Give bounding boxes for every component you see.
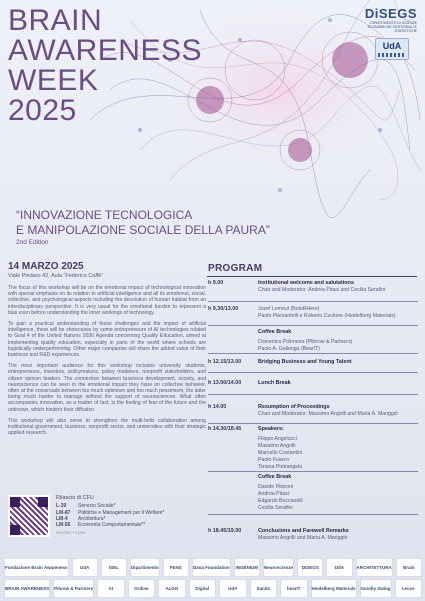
edition-label: 2nd Edition: [16, 239, 49, 246]
disegs-logo-name: DiSEGS: [364, 6, 417, 21]
subtitle-line-2: E MANIPOLAZIONE SOCIALE DELLA PAURA”: [16, 223, 270, 237]
entry-detail: Marcello Costantini: [258, 450, 303, 456]
cfu-heading: Rilascio di CFU: [56, 495, 94, 501]
qr-code-icon: [10, 497, 48, 535]
subtitle-line-1: “INNOVAZIONE TECNOLOGICA: [16, 208, 193, 222]
cfu-code: LM-87: [56, 509, 71, 516]
partner-logo-row: [4, 579, 422, 598]
partner-logo: Dipartimento: [130, 558, 160, 577]
title-line-4: 2025: [8, 94, 77, 127]
partner-logo: Heidelberg Materials: [311, 579, 357, 598]
partner-logo: Neuroscienze: [263, 558, 294, 577]
event-date: 14 MARZO 2025: [8, 261, 84, 272]
entry-detail: Davide Pietroni: [258, 484, 294, 490]
entry-detail: Domenico Polimeno (Plibrow & Partners): [258, 339, 353, 345]
partner-logo: DISEGS: [297, 558, 323, 577]
partner-logo: Dana Foundation: [192, 558, 231, 577]
cfu-code: LM-56: [56, 522, 71, 529]
entry-detail: Paolo A. Gallenga (BearIT): [258, 346, 320, 352]
partner-logo: UdA: [72, 558, 98, 577]
entry-title: Lunch Break: [258, 380, 291, 386]
cfu-label: Politiche e Management per il Welfare*: [78, 509, 165, 516]
partner-logo: FENS: [163, 558, 189, 577]
entry-title: Bridging Business and Young Talent: [258, 359, 352, 365]
partner-logo: ALDO: [158, 579, 185, 598]
cfu-credits: [56, 495, 206, 537]
entry-detail: Paolo Piersantelli e Roberto Cucitore (Heidelberg Materials): [258, 313, 396, 319]
entry-separator: [208, 394, 418, 395]
disegs-logo-subtitle: DIPARTIMENTO DI SCIENZE ECONOMICHE GESTIONALI E STATISTICHE: [367, 21, 417, 33]
entry-title: Institutional welcome and salutations: [258, 280, 354, 286]
entry-time: h 18.45/19.00: [208, 528, 242, 534]
entry-detail: Chair and Moderator: Andrea Pitasi and Cecilia Serafini: [258, 287, 386, 293]
disegs-logo: [353, 6, 417, 33]
event-venue: Viale Pindaro 42, Aula “Federico Caffè”: [8, 273, 104, 279]
entry-detail: Paolo Fusero: [258, 457, 289, 463]
entry-time: h 13.00/14.00: [208, 380, 242, 386]
entry-title: Coffee Break: [258, 329, 292, 335]
entry-time: h 12.15/13.00: [208, 359, 242, 365]
cfu-code: LM-4: [56, 515, 68, 522]
partner-logo: bearIT: [280, 579, 307, 598]
registration-qr-code[interactable]: [8, 495, 50, 537]
program-heading: PROGRAM: [208, 263, 263, 274]
entry-detail: Massimo Angrilli: [258, 443, 296, 449]
partner-logo: AI: [97, 579, 124, 598]
cfu-label: Servizio Sociale*: [78, 503, 116, 510]
partner-logo-row: [4, 558, 422, 577]
entry-detail: Massimo Angrilli and Maria A. Mariggiò: [258, 535, 348, 541]
partner-logos: [0, 556, 425, 601]
partner-logo: Sanità: [250, 579, 277, 598]
entry-time: h 14.30/18.45: [208, 426, 242, 432]
entry-detail: Filippo Angelucci: [258, 436, 297, 442]
title-line-1: BRAIN: [8, 4, 103, 37]
partner-logo: Ordine: [128, 579, 155, 598]
partner-logo: Digital: [189, 579, 216, 598]
workshop-subtitle: [16, 208, 270, 238]
entry-title: Coffee Break: [258, 474, 292, 480]
partner-logo: BRAIN AWARENESS: [4, 579, 50, 598]
event-title: [8, 6, 202, 126]
entry-separator: [208, 301, 418, 302]
description-paragraph-1: The focus of this workshop will be on the emotional impact of technological innovation with special emphasis on its relation to artificial intelligence and all its emotional, social, collective, and psychological aspects including the devolution of human habitat from an interdisciplinary perspective. It is very usual for the emotional burden to represent a bias even before understanding the inner workings of technology.: [8, 285, 206, 316]
partner-logo: Goodly Swing: [360, 579, 392, 598]
entry-separator: [208, 325, 418, 326]
entry-detail: Jozef Lemout (BotsRHere): [258, 306, 320, 312]
entry-separator: [208, 353, 418, 354]
description-paragraph-2: To gain a practical understanding of these challenges and the impact of artificial intelligence, there will be showcases by some entrepreneurs of AI technologies related to Goal 4 of the United Nations 2030 Agenda concerning Quality Education, aimed at implementing quality education, especially in parts of the world where schools are logistically underperforming. Other major companies will share the added value of their business and R&D experiences.: [8, 321, 206, 359]
uda-logo: [375, 38, 409, 60]
description: [8, 285, 206, 441]
entry-separator: [208, 423, 418, 424]
cfu-row: [56, 522, 206, 528]
cfu-code: L-39: [56, 503, 67, 510]
entry-time: h 9.30/13.00: [208, 306, 239, 312]
partner-logo: ISEL: [101, 558, 127, 577]
partner-logo: Pibrow & Partners: [53, 579, 94, 598]
entry-detail: Tiziana Pietrangelo: [258, 464, 303, 470]
entry-time: h 14.00: [208, 404, 227, 410]
partner-logo: Fondazione Brain Awareness: [4, 558, 69, 577]
entry-separator: [208, 514, 418, 515]
title-line-3: WEEK: [8, 64, 99, 97]
entry-detail: Chair and Moderator: Massimo Angrilli and Maria A. Mariggiò: [258, 411, 398, 417]
uda-logo-columns-icon: [378, 53, 406, 57]
program-divider: [207, 276, 417, 277]
cfu-note: *0.5 CFU ** 1 CFU: [56, 531, 86, 536]
entry-title: Resumption of Proceedings: [258, 404, 330, 410]
entry-time: h 9.00: [208, 280, 224, 286]
entry-title: Speakers:: [258, 426, 284, 432]
uda-logo-text: UdA: [382, 41, 402, 51]
entry-detail: Edgardo Bucciarelli: [258, 498, 303, 504]
partner-logo: Brain: [396, 558, 422, 577]
partner-logo: INGENIUM: [234, 558, 260, 577]
entry-detail: Cecilia Serafini: [258, 505, 293, 511]
description-paragraph-3: The most important audience for this workshop includes university students, entrepreneurs, investors, policymakers, policy modelers, nonprofit stakeholders, and citizen opinion leaders. The connection between business development, society, and neuroscience can be seen in the emotional impact they have on collective behavior, often at the crossroads between too much optimism and too much pessimism, the latter being much harder to manage without the support of neurosciences. What often accompanies innovation, as a matter of fact, is the feeling of fear of the future and the unknown, which hinders their diffusion.: [8, 363, 206, 413]
partner-logo: UdA: [219, 579, 246, 598]
partner-logo: Lecce: [395, 579, 422, 598]
entry-separator: [208, 372, 418, 373]
partner-logo: DdA: [326, 558, 352, 577]
entry-title: Conclusions and Farewell Remarks: [258, 528, 349, 534]
title-line-2: AWARENESS: [8, 34, 202, 67]
description-paragraph-4: This workshop will also serve to strengthen the multi-helix collaboration among institutional government, business, nonprofit sector, and universities with their strategic applied research.: [8, 417, 206, 437]
entry-detail: Andrea Pitasi: [258, 491, 289, 497]
cfu-label: Architettura*: [78, 515, 106, 522]
partner-logo: ARCHITETTURA: [356, 558, 393, 577]
cfu-label: Economia Comportamentale**: [78, 522, 146, 529]
entry-separator: [208, 471, 418, 472]
